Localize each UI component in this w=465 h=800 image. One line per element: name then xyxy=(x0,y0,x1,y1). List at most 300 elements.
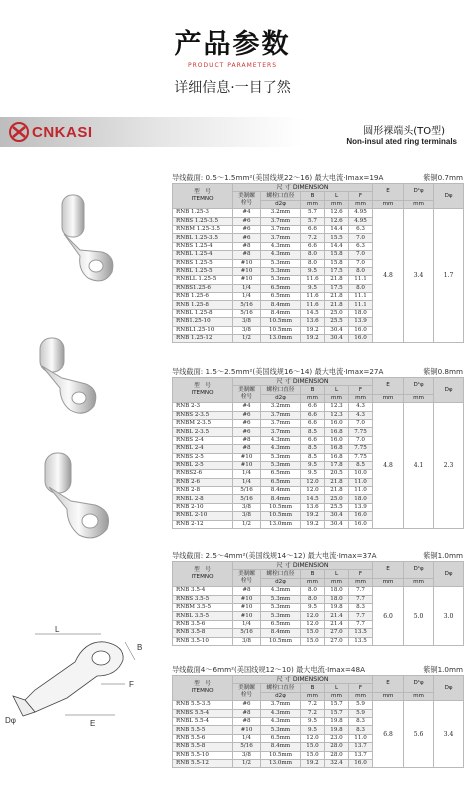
table-cell: 32.4 xyxy=(325,759,349,767)
header-unit: mm xyxy=(325,578,349,586)
table-cell: 15.7 xyxy=(325,709,349,717)
table-cell: RNBS1.25-6 xyxy=(173,284,233,292)
table-cell: 27.0 xyxy=(325,629,349,637)
header-unit: mm xyxy=(325,394,349,402)
table-cell: 18.0 xyxy=(349,309,373,317)
header-thread: 美制螺 栓号 xyxy=(233,570,261,587)
table-cell: 5.9 xyxy=(349,701,373,709)
table-cell: 5.3mm xyxy=(261,726,301,734)
table-cell: 11.6 xyxy=(301,293,325,301)
header-dimension: 尺 寸 DIMENSION xyxy=(233,378,373,386)
table-cell: #10 xyxy=(233,603,261,611)
table-cell: 1/4 xyxy=(233,293,261,301)
section-title xyxy=(172,366,463,377)
table-cell: 9.5 xyxy=(301,267,325,275)
table-cell: 9.5 xyxy=(301,470,325,478)
table-cell: 27.0 xyxy=(325,637,349,645)
header-unit: mm xyxy=(404,578,434,586)
table-cell: 4.3 xyxy=(349,403,373,411)
table-cell: 19.2 xyxy=(301,326,325,334)
table-cell: RNBS 1.25-4 xyxy=(173,242,233,250)
table-cell: 17.8 xyxy=(325,461,349,469)
header-f: F xyxy=(349,684,373,692)
header-unit: mm xyxy=(349,200,373,208)
header-unit: mm xyxy=(349,578,373,586)
table-cell: RNB 3.5-10 xyxy=(173,637,233,645)
table-cell: 25.0 xyxy=(325,309,349,317)
table-cell: 12.0 xyxy=(301,478,325,486)
table-cell: 7.75 xyxy=(349,428,373,436)
table-cell: 3.7mm xyxy=(261,217,301,225)
table-cell: #6 xyxy=(233,428,261,436)
table-cell: 8.4mm xyxy=(261,629,301,637)
table-cell: 21.8 xyxy=(325,276,349,284)
spec-section xyxy=(172,172,463,343)
table-cell: RNBL 5.5-4 xyxy=(173,717,233,725)
table-cell: RNBS 5.5-4 xyxy=(173,709,233,717)
table-cell: RNBM 1.25-3.5 xyxy=(173,225,233,233)
table-cell: 16.0 xyxy=(349,326,373,334)
table-cell: 7.7 xyxy=(349,612,373,620)
header-unit: mm xyxy=(404,394,434,402)
table-cell: 8.5 xyxy=(301,428,325,436)
table-cell: #10 xyxy=(233,259,261,267)
table-cell: 16.8 xyxy=(325,428,349,436)
table-cell: #8 xyxy=(233,709,261,717)
table-cell: RNBLL 1.25-5 xyxy=(173,276,233,284)
header-unit: mm xyxy=(404,200,434,208)
table-cell: 8.0 xyxy=(349,284,373,292)
cell-d: 3.4 xyxy=(434,701,464,768)
table-cell: 28.0 xyxy=(325,751,349,759)
table-cell: 6.5mm xyxy=(261,620,301,628)
header-f: F xyxy=(349,192,373,200)
header-unit: mm xyxy=(349,394,373,402)
spec-table xyxy=(172,377,464,529)
brand-logo-icon xyxy=(8,122,30,142)
table-cell: 11.1 xyxy=(349,301,373,309)
table-cell: 11.0 xyxy=(349,487,373,495)
table-cell: RNB 5.5-3.5 xyxy=(173,701,233,709)
table-cell: RNB 5.5-10 xyxy=(173,751,233,759)
table-cell: 16.0 xyxy=(349,512,373,520)
table-cell: 12.0 xyxy=(301,620,325,628)
header-d: Dφ xyxy=(434,378,464,403)
cell-e: 4.8 xyxy=(373,209,404,343)
table-cell: #6 xyxy=(233,234,261,242)
table-cell: 23.0 xyxy=(325,734,349,742)
table-cell: 30.4 xyxy=(325,512,349,520)
table-cell: 4.3mm xyxy=(261,717,301,725)
table-cell: 16.8 xyxy=(325,453,349,461)
section-title xyxy=(172,172,463,183)
header-f: F xyxy=(349,570,373,578)
table-row xyxy=(173,587,464,595)
header-hole-sym: d2φ xyxy=(261,200,301,208)
table-cell: 3/8 xyxy=(233,512,261,520)
table-cell: #6 xyxy=(233,419,261,427)
header-hole: 螺栓口直径 xyxy=(261,386,301,394)
section-heading: 导线截面: 2.5～4mm²(美国线规14～12) 最大电流·Imax=37A xyxy=(172,551,377,560)
header-dimension: 尺 寸 DIMENSION xyxy=(233,676,373,684)
table-cell: RNBL 1.25-5 xyxy=(173,267,233,275)
table-cell: RNBS 2-4 xyxy=(173,436,233,444)
table-cell: 6.6 xyxy=(301,225,325,233)
table-cell: 7.75 xyxy=(349,445,373,453)
table-cell: RNB 2-10 xyxy=(173,503,233,511)
table-cell: 11.6 xyxy=(301,276,325,284)
table-cell: RNBM 2-3.5 xyxy=(173,419,233,427)
table-cell: 12.6 xyxy=(325,217,349,225)
table-cell: RNBL 2-3.5 xyxy=(173,428,233,436)
table-cell: 8.4mm xyxy=(261,309,301,317)
table-cell: 1/4 xyxy=(233,478,261,486)
table-cell: 4.3mm xyxy=(261,445,301,453)
header-hole: 螺栓口直径 xyxy=(261,192,301,200)
table-cell: 7.0 xyxy=(349,436,373,444)
table-cell: 8.0 xyxy=(349,267,373,275)
table-cell: 6.5mm xyxy=(261,293,301,301)
table-cell: 14.5 xyxy=(301,309,325,317)
table-cell: 30.4 xyxy=(325,335,349,343)
table-cell: 25.5 xyxy=(325,318,349,326)
header-hole: 螺栓口直径 xyxy=(261,570,301,578)
table-cell: 5/16 xyxy=(233,629,261,637)
table-cell: RNB 2-12 xyxy=(173,520,233,528)
header-d: Dφ xyxy=(434,184,464,209)
table-cell: #4 xyxy=(233,403,261,411)
table-cell: #6 xyxy=(233,217,261,225)
table-cell: 8.0 xyxy=(301,251,325,259)
page-title: 产品参数 xyxy=(174,29,291,60)
table-cell: RNB 5.5-12 xyxy=(173,759,233,767)
table-cell: 13.9 xyxy=(349,318,373,326)
section-material: 紫铜0.7mm xyxy=(423,173,463,182)
table-cell: RNBL 1.25-8 xyxy=(173,309,233,317)
brand-name: CNKASI xyxy=(32,124,93,141)
table-cell: 15.5 xyxy=(325,234,349,242)
table-cell: 15.8 xyxy=(325,259,349,267)
table-cell: 15.0 xyxy=(301,637,325,645)
ring-terminal-photo xyxy=(28,330,108,420)
table-cell: 5.3mm xyxy=(261,461,301,469)
table-cell: RNB 3.5-4 xyxy=(173,587,233,595)
table-cell: #8 xyxy=(233,717,261,725)
table-cell: 1/4 xyxy=(233,620,261,628)
cell-d1: 3.4 xyxy=(404,209,434,343)
ring-terminal-photo xyxy=(35,445,120,545)
table-cell: 3/8 xyxy=(233,326,261,334)
table-cell: RNB 1.25-3 xyxy=(173,209,233,217)
table-cell: 4.3mm xyxy=(261,587,301,595)
table-cell: 19.2 xyxy=(301,520,325,528)
diagram-label-d: Dφ xyxy=(5,716,16,725)
table-row xyxy=(173,403,464,411)
header-hole: 螺栓口直径 xyxy=(261,684,301,692)
table-cell: #10 xyxy=(233,726,261,734)
table-cell: RNB 1.25-6 xyxy=(173,293,233,301)
page-subtitle: PRODUCT PARAMETERS xyxy=(187,62,278,69)
header-l: L xyxy=(325,192,349,200)
table-cell: 10.5mm xyxy=(261,637,301,645)
table-cell: 13.6 xyxy=(301,503,325,511)
section-heading: 导线截面4～6mm²(美国线规12～10) 最大电流·Imax=48A xyxy=(172,665,365,674)
dimension-diagram xyxy=(5,620,170,730)
table-cell: 13.5 xyxy=(349,637,373,645)
table-cell: 6.6 xyxy=(301,436,325,444)
table-cell: 19.2 xyxy=(301,335,325,343)
table-cell: 11.6 xyxy=(301,301,325,309)
header-b: B xyxy=(301,386,325,394)
table-cell: 8.3 xyxy=(349,603,373,611)
section-material: 紫铜0.8mm xyxy=(423,367,463,376)
table-cell: 12.3 xyxy=(325,411,349,419)
table-cell: 8.4mm xyxy=(261,495,301,503)
table-cell: 15.0 xyxy=(301,751,325,759)
diagram-label-l: L xyxy=(55,625,60,634)
table-cell: 5.9 xyxy=(349,709,373,717)
table-cell: 1/2 xyxy=(233,335,261,343)
table-cell: 6.5mm xyxy=(261,284,301,292)
table-cell: 7.75 xyxy=(349,453,373,461)
table-cell: #10 xyxy=(233,267,261,275)
table-cell: RNBM 3.5-5 xyxy=(173,603,233,611)
section-heading: 导线截面: 1.5～2.5mm²(美国线规16～14) 最大电流·Imax=27A xyxy=(172,367,384,376)
header-d1: D¹φ xyxy=(404,378,434,395)
table-cell: 7.7 xyxy=(349,620,373,628)
table-cell: RNB 2-3 xyxy=(173,403,233,411)
table-cell: RNB 3.5-8 xyxy=(173,629,233,637)
table-cell: 3.7mm xyxy=(261,419,301,427)
header-l: L xyxy=(325,684,349,692)
table-cell: 1/4 xyxy=(233,470,261,478)
table-cell: 5/16 xyxy=(233,487,261,495)
table-cell: 4.3mm xyxy=(261,251,301,259)
table-cell: 6.5mm xyxy=(261,478,301,486)
header-dimension: 尺 寸 DIMENSION xyxy=(233,184,373,192)
table-cell: RNBL1.25-10 xyxy=(173,326,233,334)
table-cell: 10.5mm xyxy=(261,751,301,759)
cell-d1: 4.1 xyxy=(404,403,434,529)
table-cell: RNBL 2-4 xyxy=(173,445,233,453)
table-cell: 21.8 xyxy=(325,478,349,486)
table-cell: 4.95 xyxy=(349,209,373,217)
table-cell: 8.0 xyxy=(301,259,325,267)
table-cell: 16.0 xyxy=(349,759,373,767)
table-cell: 5/16 xyxy=(233,495,261,503)
table-cell: #10 xyxy=(233,276,261,284)
table-cell: #10 xyxy=(233,453,261,461)
header-unit: mm xyxy=(325,200,349,208)
table-cell: 1/4 xyxy=(233,284,261,292)
table-cell: RNBS2-6 xyxy=(173,470,233,478)
table-cell: 9.5 xyxy=(301,726,325,734)
table-cell: 3.2mm xyxy=(261,403,301,411)
table-cell: 13.7 xyxy=(349,751,373,759)
table-cell: 30.4 xyxy=(325,520,349,528)
table-cell: #8 xyxy=(233,587,261,595)
diagram-label-b: B xyxy=(137,643,143,652)
header-b: B xyxy=(301,684,325,692)
table-cell: 6.3 xyxy=(349,242,373,250)
table-cell: 18.0 xyxy=(325,587,349,595)
table-cell: 5.7 xyxy=(301,209,325,217)
table-cell: 8.3 xyxy=(349,717,373,725)
table-cell: 4.95 xyxy=(349,217,373,225)
table-cell: 19.8 xyxy=(325,603,349,611)
table-cell: 13.0mm xyxy=(261,520,301,528)
table-cell: 7.2 xyxy=(301,709,325,717)
table-cell: 3.7mm xyxy=(261,234,301,242)
table-cell: 10.0 xyxy=(349,470,373,478)
table-cell: RNBL 1.25-3.5 xyxy=(173,234,233,242)
table-cell: 5.3mm xyxy=(261,595,301,603)
ring-terminal-photo xyxy=(50,190,125,290)
header-e: E xyxy=(373,676,404,693)
section-material: 紫铜1.0mm xyxy=(423,665,463,674)
page-slogan: 详细信息·一目了然 xyxy=(174,80,291,96)
table-cell: 1/2 xyxy=(233,759,261,767)
table-cell: 28.0 xyxy=(325,743,349,751)
table-cell: 4.3mm xyxy=(261,242,301,250)
table-cell: 8.0 xyxy=(301,595,325,603)
table-cell: 5.3mm xyxy=(261,612,301,620)
table-cell: 5.3mm xyxy=(261,259,301,267)
table-cell: 14.4 xyxy=(325,225,349,233)
table-cell: RNBS 1.25-5 xyxy=(173,259,233,267)
table-row xyxy=(173,209,464,217)
table-cell: 13.0mm xyxy=(261,335,301,343)
header-thread: 美制螺 栓号 xyxy=(233,684,261,701)
table-cell: 5.7 xyxy=(301,217,325,225)
table-cell: RNBL 3.5-5 xyxy=(173,612,233,620)
table-cell: 11.0 xyxy=(349,478,373,486)
table-cell: 21.8 xyxy=(325,293,349,301)
cell-e: 6.0 xyxy=(373,587,404,646)
header-d: Dφ xyxy=(434,562,464,587)
table-cell: RNB 5.5-6 xyxy=(173,734,233,742)
table-cell: 15.7 xyxy=(325,701,349,709)
table-cell: 7.2 xyxy=(301,701,325,709)
table-cell: 12.0 xyxy=(301,612,325,620)
header-b: B xyxy=(301,192,325,200)
table-cell: 21.4 xyxy=(325,612,349,620)
cell-d: 2.3 xyxy=(434,403,464,529)
table-cell: 7.2 xyxy=(301,234,325,242)
table-cell: RNBS 1.25-3.5 xyxy=(173,217,233,225)
table-cell: 25.5 xyxy=(325,503,349,511)
table-cell: 13.9 xyxy=(349,503,373,511)
spec-section xyxy=(172,550,463,646)
header-model: 型 号 ITEMNO xyxy=(173,378,233,403)
table-cell: 17.5 xyxy=(325,284,349,292)
table-cell: 16.0 xyxy=(349,520,373,528)
product-name-en: Non-insul ated ring terminals xyxy=(346,137,457,146)
spec-table xyxy=(172,183,464,343)
header-unit: mm xyxy=(301,578,325,586)
table-cell: 21.4 xyxy=(325,620,349,628)
table-cell: 9.5 xyxy=(301,284,325,292)
section-title xyxy=(172,550,463,561)
table-cell: RNBL 2-8 xyxy=(173,495,233,503)
table-cell: 3.2mm xyxy=(261,209,301,217)
table-cell: #8 xyxy=(233,436,261,444)
table-cell: 13.7 xyxy=(349,743,373,751)
table-cell: 3/8 xyxy=(233,751,261,759)
table-cell: 16.0 xyxy=(349,335,373,343)
table-cell: 7.0 xyxy=(349,234,373,242)
table-cell: 3.7mm xyxy=(261,428,301,436)
table-cell: RNBS 2-5 xyxy=(173,453,233,461)
table-cell: #10 xyxy=(233,461,261,469)
table-cell: 25.0 xyxy=(325,495,349,503)
table-cell: 6.6 xyxy=(301,403,325,411)
section-heading: 导线截面: 0.5～1.5mm²(美国线规22～16) 最大电流·Imax=19A xyxy=(172,173,384,182)
table-cell: 7.0 xyxy=(349,419,373,427)
diagram-label-f: F xyxy=(129,680,134,689)
header-d1: D¹φ xyxy=(404,676,434,693)
table-cell: 13.6 xyxy=(301,318,325,326)
table-cell: RNBL 2-10 xyxy=(173,512,233,520)
spec-section xyxy=(172,664,463,768)
table-cell: 13.5 xyxy=(349,629,373,637)
table-cell: 7.0 xyxy=(349,259,373,267)
header-l: L xyxy=(325,570,349,578)
table-cell: RNBL 1.25-4 xyxy=(173,251,233,259)
table-cell: #6 xyxy=(233,411,261,419)
table-cell: 4.3mm xyxy=(261,709,301,717)
table-cell: 19.2 xyxy=(301,759,325,767)
table-cell: 7.0 xyxy=(349,251,373,259)
section-material: 紫铜1.0mm xyxy=(423,551,463,560)
table-cell: 1/2 xyxy=(233,520,261,528)
table-cell: RNBS 2-3.5 xyxy=(173,411,233,419)
table-cell: 16.0 xyxy=(325,419,349,427)
table-cell: 3/8 xyxy=(233,503,261,511)
table-cell: 13.0mm xyxy=(261,759,301,767)
table-cell: 21.8 xyxy=(325,487,349,495)
header-e: E xyxy=(373,562,404,579)
table-cell: 8.3 xyxy=(349,726,373,734)
table-cell: 5/16 xyxy=(233,743,261,751)
table-cell: RNB 5.5-5 xyxy=(173,726,233,734)
table-cell: 10.5mm xyxy=(261,512,301,520)
page-header xyxy=(0,0,465,100)
table-cell: 18.0 xyxy=(349,495,373,503)
table-cell: 9.5 xyxy=(301,717,325,725)
table-cell: 11.1 xyxy=(349,276,373,284)
table-cell: 21.8 xyxy=(325,301,349,309)
table-cell: 5.3mm xyxy=(261,276,301,284)
cell-d1: 5.0 xyxy=(404,587,434,646)
header-e: E xyxy=(373,184,404,201)
table-cell: 3.7mm xyxy=(261,701,301,709)
header-hole-sym: d2φ xyxy=(261,578,301,586)
table-cell: #8 xyxy=(233,242,261,250)
cell-d: 1.7 xyxy=(434,209,464,343)
header-model: 型 号 ITEMNO xyxy=(173,676,233,701)
header-b: B xyxy=(301,570,325,578)
table-cell: RNB 1.25-12 xyxy=(173,335,233,343)
table-cell: RNB1.25-10 xyxy=(173,318,233,326)
table-cell: 6.5mm xyxy=(261,470,301,478)
header-unit: mm xyxy=(325,692,349,700)
table-cell: 10.5mm xyxy=(261,503,301,511)
header-e: E xyxy=(373,378,404,395)
table-cell: 6.5mm xyxy=(261,734,301,742)
table-cell: 8.4mm xyxy=(261,743,301,751)
table-cell: 3/8 xyxy=(233,318,261,326)
